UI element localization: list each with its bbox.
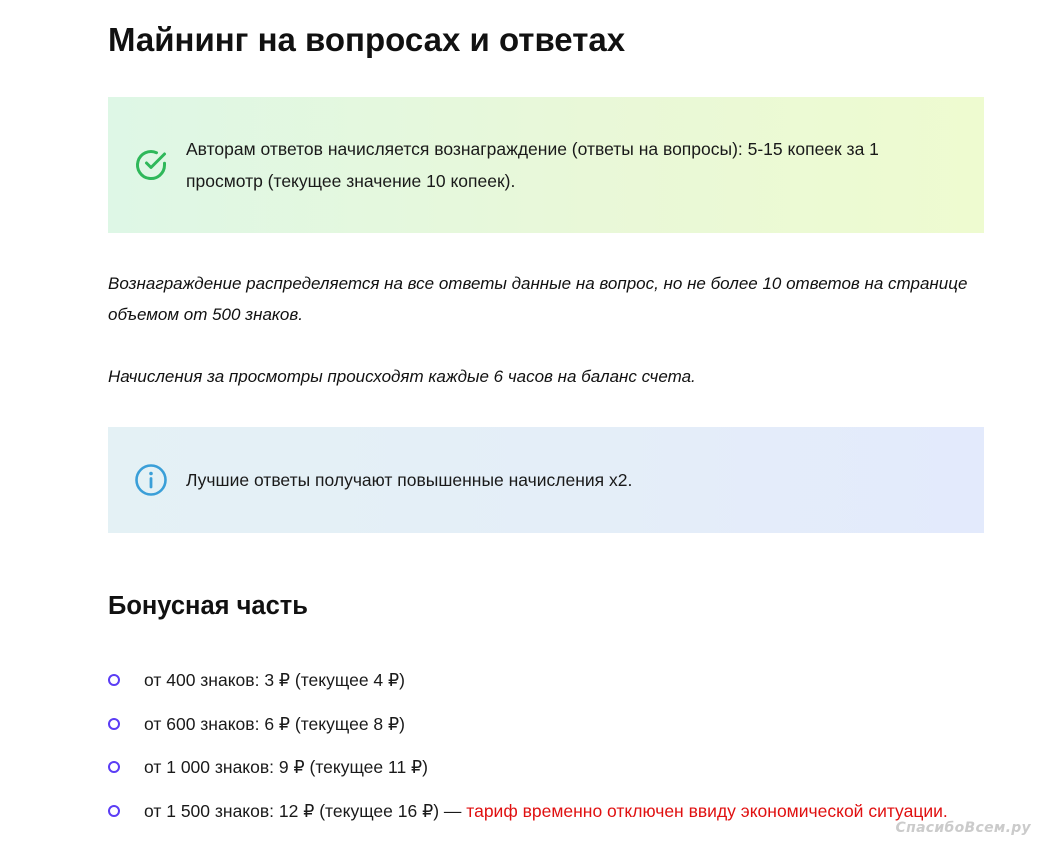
bullet-circle-icon (108, 761, 120, 773)
bonus-item-text: от 1 000 знаков: 9 ₽ (текущее 11 ₽) (144, 757, 428, 777)
bonus-list (108, 664, 1008, 838)
bonus-item-400 (108, 664, 1008, 708)
success-notice (108, 97, 984, 233)
bullet-circle-icon (108, 805, 120, 817)
info-notice-text: Лучшие ответы получают повышенные начисления х2. (186, 470, 633, 490)
bonus-item-600 (108, 708, 1008, 752)
page-title: Майнинг на вопросах и ответах (108, 21, 626, 58)
bonus-heading: Бонусная часть (108, 592, 308, 620)
bullet-circle-icon (108, 674, 120, 686)
bullet-circle-icon (108, 718, 120, 730)
bonus-item-text: от 600 знаков: 6 ₽ (текущее 8 ₽) (144, 713, 405, 734)
reward-distribution-paragraph: Вознаграждение распределяется на все ответы данные на вопрос, но не более 10 ответов на странице объемом от 500 знаков. (108, 274, 968, 324)
bonus-item-text: от 400 знаков: 3 ₽ (текущее 4 ₽) (144, 670, 405, 690)
success-notice-text: Авторам ответов начисляется вознаграждение (ответы на вопросы): 5-15 копеек за 1 просмотр (текущее значение 10 копеек). (186, 139, 879, 191)
info-notice (108, 427, 984, 533)
bonus-item-1500 (108, 795, 1008, 839)
bonus-item-text: от 1 500 знаков: 12 ₽ (текущее 16 ₽) — (144, 800, 467, 821)
check-circle-icon (134, 148, 168, 182)
info-circle-icon (134, 463, 168, 497)
bonus-item-1000 (108, 751, 1008, 795)
tariff-disabled-warning: тариф временно отключен ввиду экономической ситуации. (466, 800, 948, 821)
accrual-schedule-paragraph: Начисления за просмотры происходят каждые 6 часов на баланс счета. (108, 367, 696, 386)
site-watermark: СпасибоВсем.ру (895, 820, 1031, 836)
